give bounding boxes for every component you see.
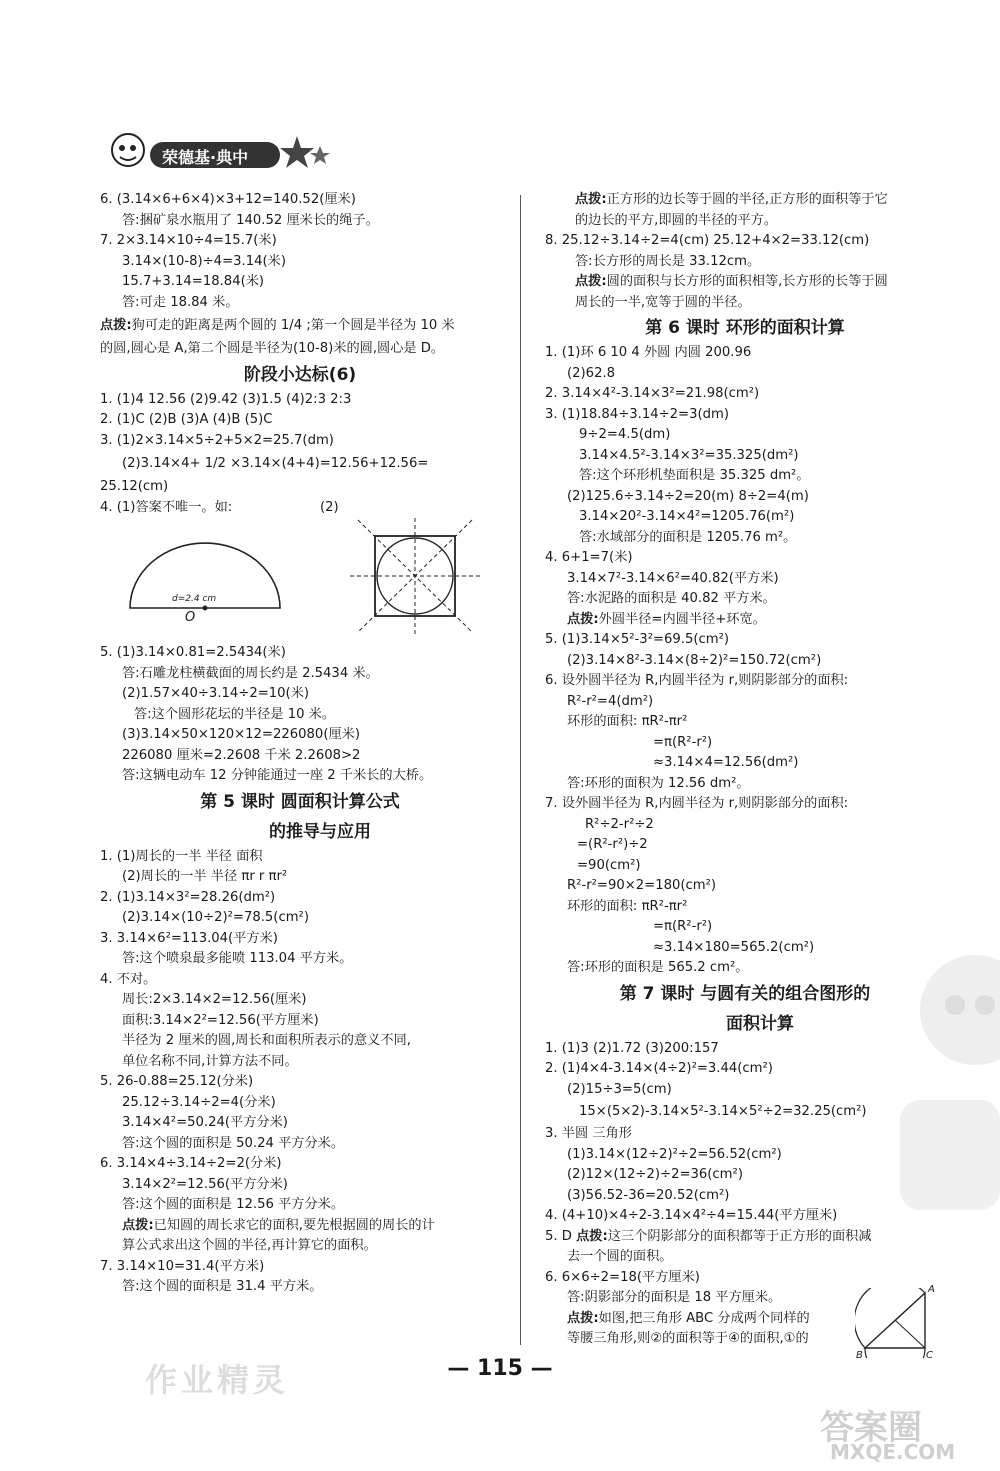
answer-line: R²-r²=90×2=180(cm²) [567,878,717,893]
answer-line: 答:长方形的周长是 33.12cm。 [575,253,761,269]
answer-line: (2)125.6÷3.14÷2=20(m) 8÷2=4(m) [567,488,809,504]
header-logo-text: 荣德基·典中 [162,148,249,167]
answer-line: 25.12÷3.14÷2=4(分米) [122,1094,276,1110]
answer-line: 3. 3.14×6²=113.04(平方米) [100,930,278,946]
answer-line: (3)3.14×50×120×12=226080(厘米) [122,727,360,742]
column-divider [520,195,521,1345]
tip-text: 已知圆的周长求它的面积,要先根据圆的周长的计 [153,1217,435,1233]
answer-line: (1)3.14×(12÷2)²÷2=56.52(cm²) [567,1146,782,1162]
answer-line: =π(R²-r²) [653,734,713,750]
answer-line: 答:石雕龙柱横截面的周长约是 2.5434 米。 [122,665,379,681]
answer-line: 6. 设外圆半径为 R,内圆半径为 r,则阴影部分的面积: [545,673,849,688]
answer-line: 4. 6+1=7(米) [545,550,633,565]
answer-line: 答:这个圆形花坛的半径是 10 米。 [134,706,336,722]
watermark-text: MXQE.COM [830,1440,956,1464]
left-column [100,190,500,1298]
answer-line: 的边长的平方,即圆的半径的平方。 [575,212,778,228]
answer-line: 环形的面积: πR²-πr² [567,714,688,729]
answer-line: 6. 3.14×4÷3.14÷2=2(分米) [100,1156,282,1171]
answer-line: 3.14×4²=50.24(平方分米) [122,1115,288,1130]
answer-line: 6. (3.14×6+6×4)×3+12=140.52(厘米) [100,192,356,207]
answer-line: R²-r²=4(dm²) [567,693,654,709]
answer-line: 2. (1)4×4-3.14×(4÷2)²=3.44(cm²) [545,1061,773,1076]
background-mascot [880,950,1000,1280]
answer-line: ≈3.14×180=565.2(cm²) [653,939,815,955]
answer-line: R²÷2-r²÷2 [585,816,654,832]
answer-line: 周长:2×3.14×2=12.56(厘米) [122,992,307,1007]
answer-line: 3. (1)2×3.14×5÷2+5×2=25.7(dm) [100,432,334,448]
answer-line: 5. 26-0.88=25.12(分米) [100,1074,254,1089]
answer-line: 答:阴影部分的面积是 18 平方厘米。 [567,1290,782,1305]
answer-line: 8. 25.12÷3.14÷2=4(cm) 25.12+4×2=33.12(cm) [545,233,870,248]
section-title: 面积计算 [726,1013,794,1034]
tip-line [100,313,500,339]
section-title: 第 7 课时 与圆有关的组合图形的 [619,983,871,1004]
answer-line: 1. (1)3 (2)1.72 (3)200:157 [545,1040,719,1056]
answer-line: =90(cm²) [577,857,641,873]
answer-line: (2)12×(12÷2)÷2=36(cm²) [567,1167,743,1182]
answer-line: 4. 不对。 [100,971,157,987]
answer-line: 面积:3.14×2²=12.56(平方厘米) [122,1012,319,1028]
center-label: O [185,610,196,625]
answer-line: 答:这辆电动车 12 分钟能通过一座 2 千米长的大桥。 [122,768,433,783]
answer-line: 周长的一半,宽等于圆的半径。 [575,294,751,310]
answer-line: 25.12(cm) [100,479,169,494]
answer-line: 1. (1)环 6 10 4 外圆 内圆 200.96 [545,345,752,360]
answer-line: 2. (1)C (2)B (3)A (4)B (5)C [100,412,273,427]
tip-text: 这三个阴影部分的面积都等于正方形的面积减 [607,1228,872,1244]
vertex-label-a: A [928,1284,935,1295]
answer-line: 15×(5×2)-3.14×5²-3.14×5²÷2=32.25(cm²) [579,1104,867,1119]
answer-line: ≈3.14×4=12.56(dm²) [653,755,799,770]
vertex-label-b: B [856,1350,863,1361]
answer-line: 算公式求出这个圆的半径,再计算它的面积。 [122,1238,377,1253]
semicircle-figure [125,538,295,633]
answer-line: 答:这个环形机垫面积是 35.325 dm²。 [579,468,810,483]
answer-line: 5. (1)3.14×0.81=2.5434(米) [100,645,286,660]
answer-line: =π(R²-r²) [653,919,713,934]
answer-line: (2)3.14×(10÷2)²=78.5(cm²) [122,910,309,925]
answer-line: 6. 6×6÷2=18(平方厘米) [545,1269,700,1285]
answer-line: 答:环形的面积为 12.56 dm²。 [567,775,750,791]
answer-line: (2)3.14×4+ 1/2 ×3.14×(4+4)=12.56+12.56= [122,456,429,471]
watermark-text: 作业精灵 [145,1361,290,1399]
answer-line: 7. 2×3.14×10÷4=15.7(米) [100,233,277,248]
section-title: 的推导与应用 [269,821,371,842]
answer-line: 7. 设外圆半径为 R,内圆半径为 r,则阴影部分的面积: [545,796,849,811]
answer-line: 答:这个圆的面积是 50.24 平方分米。 [122,1135,345,1151]
answer-line: 去一个圆的面积。 [567,1249,673,1264]
tip-text: 狗可走的距离是两个圆的 1/4 ;第一个圆是半径为 10 米 [131,318,455,333]
triangle-figure [855,1288,935,1358]
answer-text: 4. (1)答案不唯一。如: [100,499,233,515]
answer-line: 等腰三角形,则②的面积等于④的面积,①的 [567,1331,809,1346]
tip-text: 外圆半径=内圆半径+环宽。 [598,611,766,627]
answer-line: 答:水域部分的面积是 1205.76 m²。 [579,529,797,545]
vertex-label-c: C [926,1350,933,1361]
answer-line: 3.14×20²-3.14×4²=1205.76(m²) [579,509,795,524]
answer-line [100,498,500,519]
answer-line: 3.14×4.5²-3.14×3²=35.325(dm²) [579,447,799,463]
answer-line: 答:水泥路的面积是 40.82 平方米。 [567,591,776,606]
answer-line: 答:这个喷泉最多能喷 113.04 平方米。 [122,951,353,966]
tip-label: 点拨: [567,1310,599,1326]
tip-line [545,190,945,211]
answer-line: 4. (4+10)×4÷2-3.14×4²÷4=15.44(平方厘米) [545,1208,838,1223]
answer-line: 答:这个圆的面积是 31.4 平方米。 [122,1279,323,1294]
answer-line: 1. (1)周长的一半 半径 面积 [100,848,263,864]
answer-line: 环形的面积: πR²-πr² [567,898,688,914]
answer-line: 2. 3.14×4²-3.14×3²=21.98(cm²) [545,386,760,401]
tip-line [545,610,945,631]
answer-line: 的圆,圆心是 A,第二个圆是半径为(10-8)米的圆,圆心是 D。 [100,341,445,356]
answer-line: 单位名称不同,计算方法不同。 [122,1053,298,1069]
tip-label: 点拨: [100,318,132,333]
answer-line: 15.7+3.14=18.84(米) [122,274,265,289]
answer-line: 3.14×(10-8)÷4=3.14(米) [122,253,286,269]
section-title: 第 6 课时 环形的面积计算 [645,318,845,338]
answer-line: (3)56.52-36=20.52(cm²) [567,1187,730,1203]
answer-line: 答:这个圆的面积是 12.56 平方分米。 [122,1197,345,1212]
answer-line: 2. (1)3.14×3²=28.26(dm²) [100,889,276,905]
answer-line: 3.14×7²-3.14×6²=40.82(平方米) [567,570,779,586]
tip-label: 点拨: [575,274,607,289]
answer-line: =(R²-r²)÷2 [577,837,648,852]
page-number: — 115 — [447,1356,553,1381]
answer-line: (2)15÷3=5(cm) [567,1081,672,1097]
section-title: 阶段小达标(6) [243,364,357,385]
tip-label: 点拨: [122,1217,154,1233]
answer-line: 半径为 2 厘米的圆,周长和面积所表示的意义不同, [122,1033,411,1048]
tip-label: 点拨: [567,611,599,627]
watermark-text: 答案圈 [820,1408,922,1448]
answer-line: 答:环形的面积是 565.2 cm²。 [567,960,749,975]
tip-label: 点拨: [575,192,607,207]
answer-line: 9÷2=4.5(dm) [579,427,671,442]
answer-line: 226080 厘米=2.2608 千米 2.2608>2 [122,747,361,763]
tip-text: 如图,把三角形 ABC 分成两个同样的 [598,1310,810,1326]
tip-text: 正方形的边长等于圆的半径,正方形的面积等于它 [606,192,888,207]
answer-line: 5. (1)3.14×5²-3²=69.5(cm²) [545,632,730,647]
circle-in-square-figure [350,518,480,638]
answer-line: 答:捆矿泉水瓶用了 140.52 厘米长的绳子。 [122,212,379,228]
answer-line: (2)1.57×40÷3.14÷2=10(米) [122,686,310,701]
answer-line: 3. (1)18.84÷3.14÷2=3(dm) [545,406,730,422]
answer-text: 5. D [545,1228,577,1244]
answer-line: 3.14×2²=12.56(平方分米) [122,1176,288,1192]
answer-line: 答:可走 18.84 米。 [122,294,239,310]
answer-line: 1. (1)4 12.56 (2)9.42 (3)1.5 (4)2:3 2:3 [100,391,352,407]
answer-line: 7. 3.14×10=31.4(平方米) [100,1258,265,1274]
tip-line [100,1216,500,1237]
tip-label: 点拨: [576,1228,608,1244]
answer-line: (2)62.8 [567,365,616,381]
answer-text: (2) [320,499,339,515]
tip-line [545,272,945,293]
tip-text: 圆的面积与长方形的面积相等,长方形的长等于圆 [606,274,888,289]
answer-line: (2)3.14×8²-3.14×(8÷2)²=150.72(cm²) [567,652,822,668]
figure-row [100,518,500,643]
diameter-label: d=2.4 cm [172,594,217,604]
section-title: 第 5 课时 圆面积计算公式 [200,791,400,812]
answer-line: 3. 半圆 三角形 [545,1126,632,1141]
answer-line: (2)周长的一半 半径 πr r πr² [122,869,288,884]
